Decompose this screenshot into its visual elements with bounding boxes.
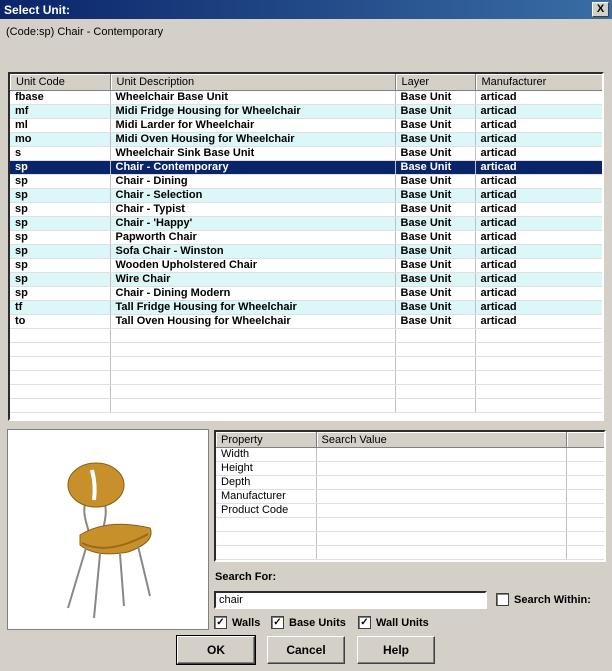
table-row[interactable] bbox=[10, 189, 602, 203]
empty-row bbox=[216, 546, 604, 560]
table-cell: articad bbox=[475, 91, 602, 105]
property-row[interactable] bbox=[216, 448, 604, 462]
table-cell: Wire Chair bbox=[110, 273, 395, 287]
selected-unit-label: (Code:sp) Chair - Contemporary bbox=[6, 26, 164, 38]
table-cell: Midi Fridge Housing for Wheelchair bbox=[110, 105, 395, 119]
table-row[interactable] bbox=[10, 231, 602, 245]
table-cell: tf bbox=[10, 301, 110, 315]
property-row[interactable] bbox=[216, 476, 604, 490]
table-cell: Midi Oven Housing for Wheelchair bbox=[110, 133, 395, 147]
property-grid[interactable] bbox=[214, 430, 606, 562]
property-search-value[interactable] bbox=[316, 476, 566, 490]
empty-row bbox=[10, 385, 602, 399]
table-row[interactable] bbox=[10, 175, 602, 189]
table-cell: Base Unit bbox=[395, 133, 475, 147]
table-cell: Base Unit bbox=[395, 287, 475, 301]
table-cell: sp bbox=[10, 231, 110, 245]
table-cell: Base Unit bbox=[395, 119, 475, 133]
table-cell: sp bbox=[10, 217, 110, 231]
table-cell: Base Unit bbox=[395, 259, 475, 273]
table-row[interactable] bbox=[10, 259, 602, 273]
close-button[interactable] bbox=[592, 2, 609, 17]
unit-preview bbox=[7, 429, 209, 630]
column-header-manufacturer[interactable]: Manufacturer bbox=[475, 74, 602, 91]
close-icon: X bbox=[596, 3, 605, 15]
table-cell: s bbox=[10, 147, 110, 161]
table-cell: articad bbox=[475, 175, 602, 189]
table-cell: Base Unit bbox=[395, 175, 475, 189]
table-cell: Chair - Contemporary bbox=[110, 161, 395, 175]
table-cell: Base Unit bbox=[395, 91, 475, 105]
table-cell: articad bbox=[475, 119, 602, 133]
table-cell: articad bbox=[475, 203, 602, 217]
table-cell: sp bbox=[10, 287, 110, 301]
table-cell: articad bbox=[475, 259, 602, 273]
table-cell: Base Unit bbox=[395, 161, 475, 175]
table-cell: articad bbox=[475, 287, 602, 301]
table-cell: Chair - 'Happy' bbox=[110, 217, 395, 231]
table-cell: sp bbox=[10, 245, 110, 259]
property-row[interactable] bbox=[216, 490, 604, 504]
table-cell: articad bbox=[475, 133, 602, 147]
chair-preview-image bbox=[8, 430, 208, 629]
column-header-unit-code[interactable]: Unit Code bbox=[10, 74, 110, 91]
table-cell: Chair - Selection bbox=[110, 189, 395, 203]
table-cell: Chair - Typist bbox=[110, 203, 395, 217]
table-row[interactable] bbox=[10, 133, 602, 147]
empty-row bbox=[10, 399, 602, 413]
empty-row bbox=[10, 371, 602, 385]
table-cell: sp bbox=[10, 189, 110, 203]
table-row[interactable] bbox=[10, 91, 602, 105]
ok-button[interactable]: OK bbox=[177, 636, 255, 664]
table-cell: Base Unit bbox=[395, 147, 475, 161]
table-cell: articad bbox=[475, 273, 602, 287]
table-cell: Base Unit bbox=[395, 273, 475, 287]
table-row[interactable] bbox=[10, 161, 602, 175]
table-cell: Base Unit bbox=[395, 189, 475, 203]
property-name: Width bbox=[216, 448, 316, 462]
table-cell: to bbox=[10, 315, 110, 329]
title-bar bbox=[0, 0, 612, 19]
help-button[interactable]: Help bbox=[357, 636, 435, 664]
search-within-label: Search Within: bbox=[514, 593, 591, 606]
table-cell: articad bbox=[475, 301, 602, 315]
wall-units-checkbox[interactable] bbox=[358, 616, 429, 629]
table-row[interactable] bbox=[10, 315, 602, 329]
unit-list[interactable] bbox=[8, 72, 604, 421]
base-units-checkbox[interactable] bbox=[271, 616, 346, 629]
table-cell: Sofa Chair - Winston bbox=[110, 245, 395, 259]
check-icon[interactable]: ✓ bbox=[271, 616, 284, 629]
property-name: Height bbox=[216, 462, 316, 476]
table-cell: articad bbox=[475, 189, 602, 203]
table-row[interactable] bbox=[10, 287, 602, 301]
table-cell: fbase bbox=[10, 91, 110, 105]
search-within-checkbox[interactable] bbox=[496, 593, 591, 606]
table-row[interactable] bbox=[10, 301, 602, 315]
column-header-layer[interactable]: Layer bbox=[395, 74, 475, 91]
table-cell: Base Unit bbox=[395, 301, 475, 315]
empty-row bbox=[216, 518, 604, 532]
column-header-spacer bbox=[566, 432, 604, 448]
table-cell: mf bbox=[10, 105, 110, 119]
column-header-search-value[interactable]: Search Value bbox=[316, 432, 566, 448]
table-cell: Base Unit bbox=[395, 315, 475, 329]
table-cell: articad bbox=[475, 231, 602, 245]
empty-row bbox=[10, 329, 602, 343]
property-search-value[interactable] bbox=[316, 448, 566, 462]
property-name: Depth bbox=[216, 476, 316, 490]
table-cell: Tall Fridge Housing for Wheelchair bbox=[110, 301, 395, 315]
table-cell: Base Unit bbox=[395, 203, 475, 217]
table-row[interactable] bbox=[10, 147, 602, 161]
property-row[interactable] bbox=[216, 504, 604, 518]
search-within-box[interactable] bbox=[496, 593, 509, 606]
table-cell: Base Unit bbox=[395, 231, 475, 245]
table-cell: Papworth Chair bbox=[110, 231, 395, 245]
table-cell: Midi Larder for Wheelchair bbox=[110, 119, 395, 133]
empty-row bbox=[216, 532, 604, 546]
table-row[interactable] bbox=[10, 217, 602, 231]
search-for-label: Search For: bbox=[215, 571, 277, 583]
table-cell: articad bbox=[475, 147, 602, 161]
property-name: Manufacturer bbox=[216, 490, 316, 504]
table-cell: sp bbox=[10, 203, 110, 217]
search-input[interactable] bbox=[214, 591, 487, 609]
empty-row bbox=[10, 343, 602, 357]
table-cell: articad bbox=[475, 315, 602, 329]
table-cell: articad bbox=[475, 105, 602, 119]
walls-label: Walls bbox=[232, 616, 261, 629]
property-name: Product Code bbox=[216, 504, 316, 518]
empty-row bbox=[10, 357, 602, 371]
table-cell: Wheelchair Sink Base Unit bbox=[110, 147, 395, 161]
table-cell: Base Unit bbox=[395, 217, 475, 231]
table-cell: sp bbox=[10, 175, 110, 189]
table-cell: Wooden Upholstered Chair bbox=[110, 259, 395, 273]
table-row[interactable] bbox=[10, 273, 602, 287]
check-icon[interactable]: ✓ bbox=[214, 616, 227, 629]
wall-units-label: Wall Units bbox=[376, 616, 429, 629]
table-row[interactable] bbox=[10, 105, 602, 119]
table-cell: ml bbox=[10, 119, 110, 133]
table-cell: Chair - Dining bbox=[110, 175, 395, 189]
window-title: Select Unit: bbox=[4, 3, 71, 17]
walls-checkbox[interactable] bbox=[214, 616, 260, 629]
property-search-value[interactable] bbox=[316, 490, 566, 504]
table-cell: Wheelchair Base Unit bbox=[110, 91, 395, 105]
table-cell: articad bbox=[475, 217, 602, 231]
column-header-property[interactable]: Property bbox=[216, 432, 316, 448]
table-cell: Tall Oven Housing for Wheelchair bbox=[110, 315, 395, 329]
table-row[interactable] bbox=[10, 203, 602, 217]
property-search-value[interactable] bbox=[316, 462, 566, 476]
base-units-label: Base Units bbox=[289, 616, 346, 629]
column-header-unit-description[interactable]: Unit Description bbox=[110, 74, 395, 91]
table-cell: mo bbox=[10, 133, 110, 147]
table-cell: Base Unit bbox=[395, 245, 475, 259]
table-cell: sp bbox=[10, 161, 110, 175]
table-cell: articad bbox=[475, 161, 602, 175]
check-icon[interactable]: ✓ bbox=[358, 616, 371, 629]
table-row[interactable] bbox=[10, 245, 602, 259]
cancel-button[interactable]: Cancel bbox=[267, 636, 345, 664]
property-search-value[interactable] bbox=[316, 504, 566, 518]
property-row[interactable] bbox=[216, 462, 604, 476]
table-cell: sp bbox=[10, 273, 110, 287]
table-row[interactable] bbox=[10, 119, 602, 133]
table-cell: articad bbox=[475, 245, 602, 259]
table-cell: Chair - Dining Modern bbox=[110, 287, 395, 301]
table-cell: Base Unit bbox=[395, 105, 475, 119]
table-cell: sp bbox=[10, 259, 110, 273]
